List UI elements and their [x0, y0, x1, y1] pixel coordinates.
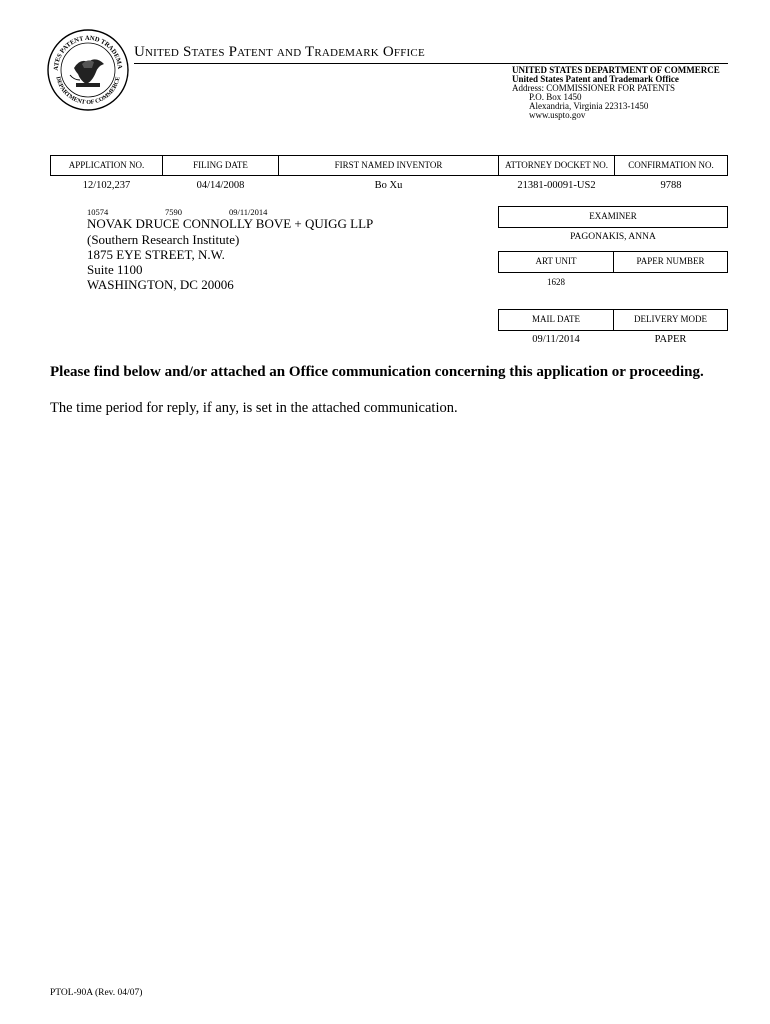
address-firm-name: NOVAK DRUCE CONNOLLY BOVE + QUIGG LLP — [87, 216, 374, 231]
svg-text:UNITED STATES PATENT AND TRADE: ATES PATENT AND TRADEMA — [52, 34, 124, 71]
examiner-name: PAGONAKIS, ANNA — [570, 232, 656, 242]
application-number: 12/102,237 — [82, 180, 131, 191]
confirmation-number: 9788 — [660, 180, 682, 191]
address-commissioner: COMMISSIONER FOR PATENTS — [546, 83, 675, 93]
office-name: United States Patent and Trademark Office — [512, 74, 679, 84]
header-examiner: EXAMINER — [498, 206, 728, 228]
header-art-unit: ART UNIT — [498, 251, 614, 273]
address-suite: Suite 1100 — [87, 262, 143, 277]
header-attorney-docket-no: ATTORNEY DOCKET NO. — [498, 155, 615, 176]
header-delivery-mode: DELIVERY MODE — [613, 309, 728, 331]
header-rule — [134, 63, 728, 64]
address-street: 1875 EYE STREET, N.W. — [87, 247, 225, 262]
correspondence-date: 09/11/2014 — [229, 207, 268, 217]
art-unit: 1628 — [547, 277, 565, 287]
address-city-state: WASHINGTON, DC 20006 — [87, 277, 234, 292]
department-name: UNITED STATES DEPARTMENT OF COMMERCE — [512, 65, 720, 75]
correspondence-code: 7590 — [165, 207, 182, 217]
svg-text:DEPARTMENT OF COMMERCE: DEPARTMENT OF COMMERCE — [54, 76, 122, 107]
header-first-named-inventor: FIRST NAMED INVENTOR — [278, 155, 499, 176]
customer-number: 10574 — [87, 207, 109, 217]
uspto-seal-icon — [46, 28, 130, 112]
first-named-inventor: Bo Xu — [374, 180, 403, 191]
address-po-box: P.O. Box 1450 — [529, 92, 582, 102]
form-identifier: PTOL-90A (Rev. 04/07) — [50, 988, 143, 998]
header-mail-date: MAIL DATE — [498, 309, 614, 331]
address-city: Alexandria, Virginia 22313-1450 — [529, 101, 649, 111]
header-confirmation-no: CONFIRMATION NO. — [614, 155, 728, 176]
header-paper-number: PAPER NUMBER — [613, 251, 728, 273]
address-label: Address: — [512, 83, 544, 93]
office-communication-notice: Please find below and/or attached an Office communication concerning this application or proceeding. — [50, 364, 704, 380]
header-filing-date: FILING DATE — [162, 155, 279, 176]
delivery-mode: PAPER — [654, 334, 687, 345]
reply-period-text: The time period for reply, if any, is set in the attached communication. — [50, 400, 458, 416]
mail-date: 09/11/2014 — [532, 334, 580, 345]
filing-date: 04/14/2008 — [196, 180, 245, 191]
office-title: United States Patent and Trademark Office — [134, 44, 425, 60]
header-application-no: APPLICATION NO. — [50, 155, 163, 176]
department-address-block — [512, 66, 720, 120]
address-institute: (Southern Research Institute) — [87, 232, 240, 247]
website-link[interactable]: www.uspto.gov — [529, 110, 586, 120]
attorney-docket-number: 21381-00091-US2 — [517, 180, 596, 191]
